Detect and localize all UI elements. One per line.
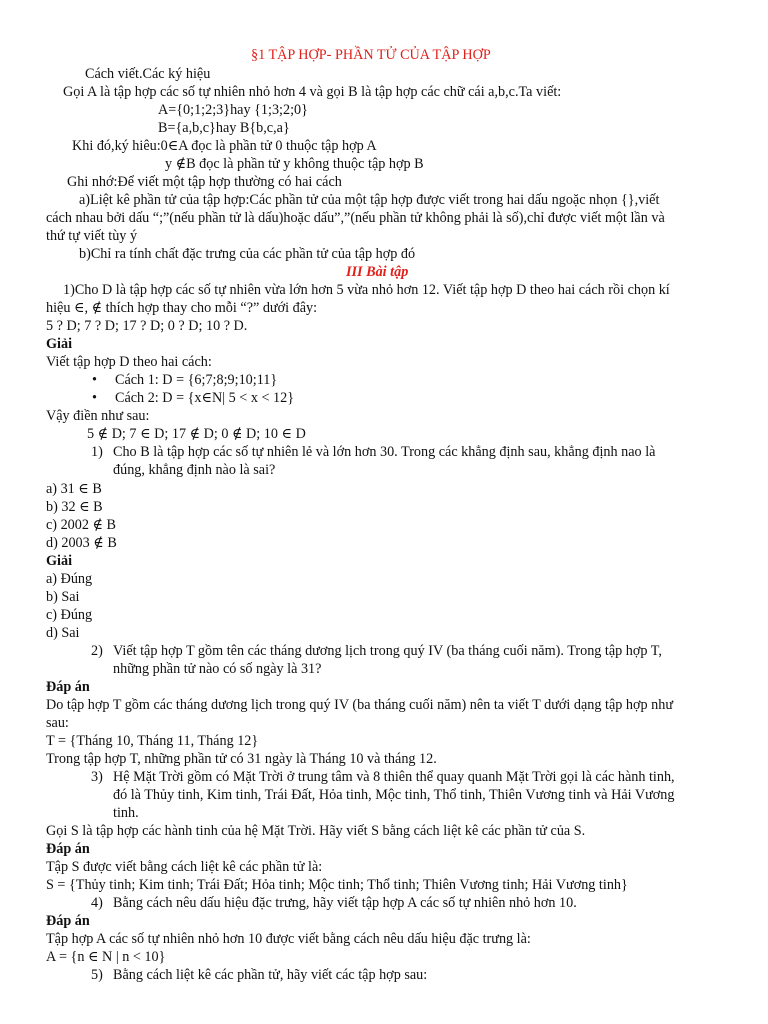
- ex1-line-1: 1)Cho D là tập hợp các số tự nhiên vừa lớn hơn 5 vừa nhỏ hơn 12. Viết tập hợp D theo hai cách rồi chọn kí: [63, 282, 670, 298]
- method-a-line-1: a)Liệt kê phần tử của tập hợp:Các phần tử của một tập hợp được viết trong hai dấu ngoặc nhọn {},viết: [79, 192, 660, 208]
- ex2-line-1: Cho B là tập hợp các số tự nhiên lẻ và lớn hơn 30. Trong các khẳng định sau, khẳng định nao là: [113, 444, 656, 460]
- set-b-equation: B={a,b,c}hay B{b,c,a}: [158, 120, 290, 136]
- intro-paragraph: Gọi A là tập hợp các số tự nhiên nhỏ hơn 4 và gọi B là tập hợp các chữ cái a,b,c.Ta viết:: [63, 84, 562, 100]
- ex3-line-2: những phần tử nào có số ngày là 31?: [113, 661, 322, 677]
- symbol-not-belongs-line: y ∉B đọc là phần tử y không thuộc tập hợp B: [165, 156, 424, 172]
- ex5-line-1: Bằng cách nêu dấu hiệu đặc trưng, hãy viết tập hợp A các số tự nhiên nhỏ hơn 10.: [113, 895, 577, 911]
- ex1-way-1: Cách 1: D = {6;7;8;9;10;11}: [115, 372, 278, 388]
- ex3-answer-conclusion: Trong tập hợp T, những phần tử có 31 ngày là Tháng 10 và tháng 12.: [46, 751, 437, 767]
- method-b-line: b)Chỉ ra tính chất đặc trưng của các phần tử của tập hợp đó: [79, 246, 416, 262]
- intro-heading: Cách viết.Các ký hiệu: [85, 66, 211, 82]
- ex1-answer: 5 ∉ D; 7 ∈ D; 17 ∉ D; 0 ∉ D; 10 ∈ D: [87, 426, 306, 442]
- ex2-option-c: c) 2002 ∉ B: [46, 517, 117, 533]
- ex2-number: 1): [91, 444, 103, 460]
- bullet-icon: •: [92, 390, 97, 406]
- method-a-line-3: thứ tự viết tùy ý: [46, 228, 138, 244]
- ex4-line-2: đó là Thủy tinh, Kim tinh, Trái Đất, Hỏa tinh, Mộc tinh, Thổ tinh, Thiên Vương tinh và Hải Vương: [113, 787, 675, 803]
- ex1-write-line: Viết tập hợp D theo hai cách:: [46, 354, 212, 370]
- ex4-answer-line-1: Tập S được viết bằng cách liệt kê các phần tử là:: [46, 859, 323, 875]
- page-title: §1 TẬP HỢP- PHẦN TỬ CỦA TẬP HỢP: [251, 47, 491, 63]
- ex4-answer-set: S = {Thủy tinh; Kim tinh; Trái Đất; Hỏa tinh; Mộc tinh; Thổ tinh; Thiên Vương tinh; Hải Vương tinh}: [46, 877, 628, 893]
- ex3-answer-line-2: sau:: [46, 715, 69, 731]
- ex1-way-2: Cách 2: D = {x∈N| 5 < x < 12}: [115, 390, 295, 406]
- ex2-option-d: d) 2003 ∉ B: [46, 535, 117, 551]
- ex1-line-2: hiệu ∈, ∉ thích hợp thay cho mỗi “?” dưới đây:: [46, 300, 318, 316]
- ex4-number: 3): [91, 769, 103, 785]
- ex3-line-1: Viết tập hợp T gồm tên các tháng dương lịch trong quý IV (ba tháng cuối năm). Trong tập hợp T,: [113, 643, 662, 659]
- ex4-line-4: Gọi S là tập hợp các hành tinh của hệ Mặt Trời. Hãy viết S bằng cách liệt kê các phần tử của S.: [46, 823, 586, 839]
- ex2-answer-d: d) Sai: [46, 625, 80, 641]
- ex4-line-3: tinh.: [113, 805, 139, 821]
- ex3-answer-heading: Đáp án: [46, 679, 90, 695]
- note-line: Ghi nhớ:Để viết một tập hợp thường có hai cách: [67, 174, 342, 190]
- exercises-heading: III Bài tập: [346, 264, 409, 280]
- ex2-option-b: b) 32 ∈ B: [46, 499, 103, 515]
- ex2-answer-c: c) Đúng: [46, 607, 93, 623]
- ex3-answer-line-1: Do tập hợp T gồm các tháng dương lịch trong quý IV (ba tháng cuối năm) nên ta viết T dưới dạng tập hợp như: [46, 697, 674, 713]
- set-a-equation: A={0;1;2;3}hay {1;3;2;0}: [158, 102, 308, 118]
- ex6-line-1: Bằng cách liệt kê các phần tử, hãy viết các tập hợp sau:: [113, 967, 428, 983]
- ex2-answer-a: a) Đúng: [46, 571, 93, 587]
- ex3-answer-set: T = {Tháng 10, Tháng 11, Tháng 12}: [46, 733, 259, 749]
- symbol-belongs-line: Khi đó,ký hiêu:0∈A đọc là phần tử 0 thuộc tập hợp A: [72, 138, 377, 154]
- ex2-option-a: a) 31 ∈ B: [46, 481, 102, 497]
- bullet-icon: •: [92, 372, 97, 388]
- ex1-fill-line: Vậy điền như sau:: [46, 408, 150, 424]
- ex2-line-2: đúng, khẳng định nào là sai?: [113, 462, 276, 478]
- method-a-line-2: cách nhau bởi dấu “;”(nếu phần tử là dấu)hoặc dấu”,”(nếu phần tử không phải là số),chỉ được viết một lần và: [46, 210, 665, 226]
- ex5-answer-line-1: Tập hợp A các số tự nhiên nhỏ hơn 10 được viết bằng cách nêu dấu hiệu đặc trưng là:: [46, 931, 531, 947]
- ex2-solution-heading: Giải: [46, 553, 73, 569]
- ex1-solution-heading: Giải: [46, 336, 73, 352]
- ex3-number: 2): [91, 643, 103, 659]
- ex4-answer-heading: Đáp án: [46, 841, 90, 857]
- ex5-answer-heading: Đáp án: [46, 913, 90, 929]
- ex6-number: 5): [91, 967, 103, 983]
- ex2-answer-b: b) Sai: [46, 589, 80, 605]
- ex1-line-3: 5 ? D; 7 ? D; 17 ? D; 0 ? D; 10 ? D.: [46, 318, 248, 334]
- ex5-number: 4): [91, 895, 103, 911]
- ex5-answer-set: A = {n ∈ N | n < 10}: [46, 949, 166, 965]
- ex4-line-1: Hệ Mặt Trời gồm có Mặt Trời ở trung tâm và 8 thiên thể quay quanh Mặt Trời gọi là các hành tinh,: [113, 769, 675, 785]
